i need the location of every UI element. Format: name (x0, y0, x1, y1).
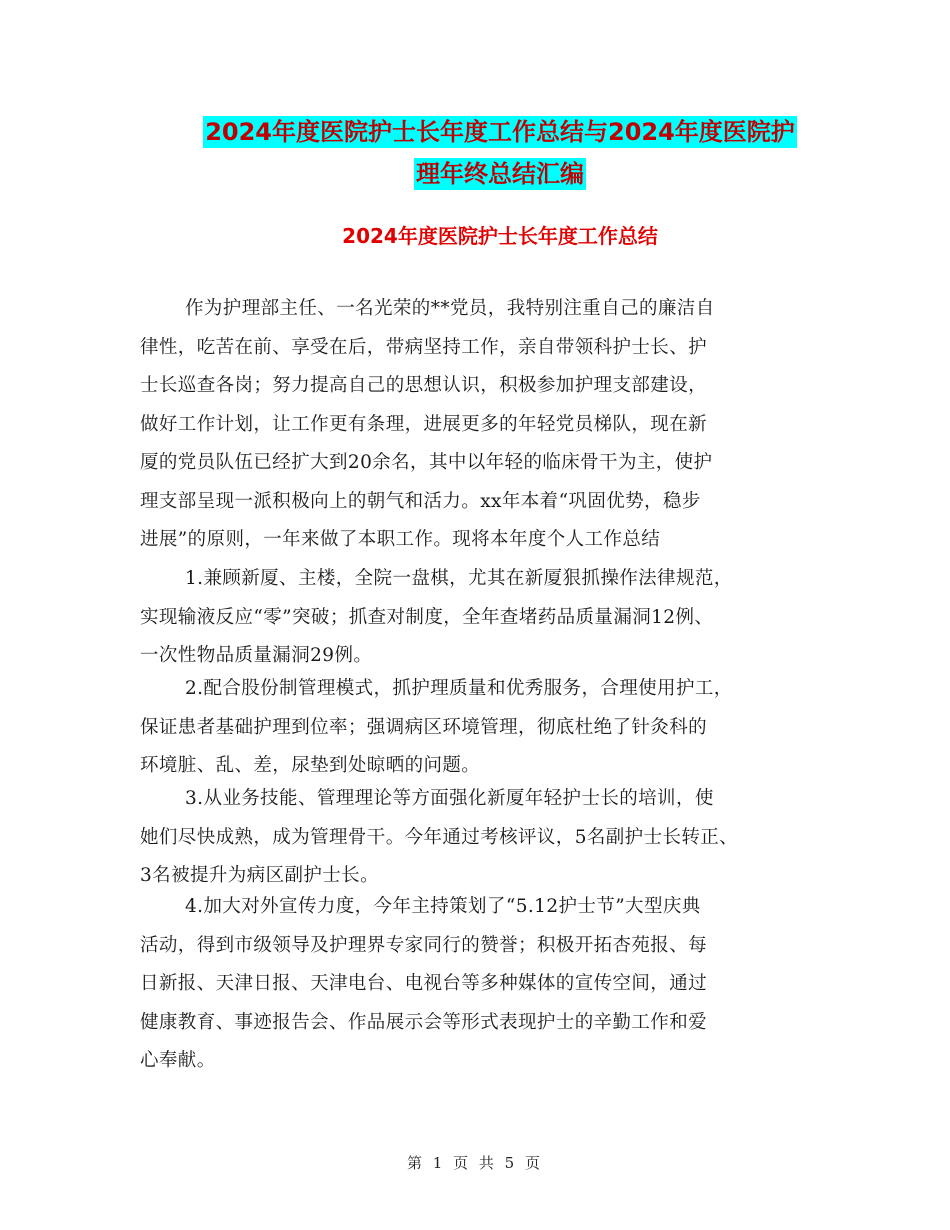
paragraph-item-3 (140, 780, 820, 896)
paragraph-line: 实现输液反应“零”突破；抓查对制度，全年查堵药品质量漏洞12例、 (140, 606, 714, 628)
paragraph-line: 活动，得到市级领导及护理界专家同行的赞誉；积极开拓杏苑报、每 (140, 934, 708, 956)
paragraph-line: 士长巡查各岗；努力提高自己的思想认识，积极参加护理支部建设， (140, 375, 708, 396)
paragraph-line: 厦的党员队伍已经扩大到20余名，其中以年轻的临床骨干为主，使护 (140, 452, 713, 473)
paragraph-line: 3.从业务技能、管理理论等方面强化新厦年轻护士长的培训，使 (185, 788, 714, 809)
paragraph-line: 律性，吃苦在前、享受在后，带病坚持工作，亲自带领科护士长、护 (140, 336, 708, 358)
paragraph-line: 保证患者基础护理到位率；强调病区环境管理，彻底杜绝了针灸科的 (140, 716, 708, 738)
title-highlight: 理年终总结汇编 (416, 160, 584, 188)
paragraph-item-2 (140, 670, 820, 786)
paragraph-line: 她们尽快成熟，成为管理骨干。今年通过考核评议，5名副护士长转正、 (140, 826, 739, 848)
page-footer: 第 1 页 共 5 页 (407, 1154, 543, 1172)
document-title-line-1 (140, 110, 860, 154)
paragraph-line: 环境脏、乱、差，尿垫到处晾晒的问题。 (140, 755, 481, 776)
document-title-line-2 (140, 152, 860, 196)
paragraph-line: 1.兼顾新厦、主楼，全院一盘棋，尤其在新厦狠抓操作法律规范， (185, 568, 733, 589)
paragraph-line: 理支部呈现一派积极向上的朝气和活力。xx年本着“巩固优势，稳步 (140, 490, 701, 512)
paragraph-line: 作为护理部主任、一名光荣的**党员，我特别注重自己的廉洁自 (185, 298, 715, 319)
section-title: 2024年度医院护士长年度工作总结 (342, 224, 658, 248)
paragraph-line: 3名被提升为病区副护士长。 (140, 865, 379, 886)
paragraph-intro (140, 290, 820, 560)
paragraph-line: 日新报、天津日报、天津电台、电视台等多种媒体的宣传空间，通过 (140, 973, 708, 994)
paragraph-line: 心奉献。 (140, 1050, 216, 1071)
paragraph-line: 做好工作计划，让工作更有条理，进展更多的年轻党员梯队，现在新 (140, 413, 708, 435)
paragraph-item-4 (140, 888, 820, 1081)
paragraph-line: 健康教育、事迹报告会、作品展示会等形式表现护士的辛勤工作和爱 (140, 1011, 708, 1033)
paragraph-line: 2.配合股份制管理模式，抓护理质量和优秀服务，合理使用护工， (185, 678, 733, 699)
title-highlight: 2024年度医院护士长年度工作总结与2024年度医院护 (205, 118, 795, 146)
paragraph-line: 4.加大对外宣传力度，今年主持策划了“5.12护士节”大型庆典 (185, 896, 701, 917)
paragraph-line: 一次性物品质量漏洞29例。 (140, 645, 373, 666)
paragraph-item-1 (140, 560, 820, 676)
paragraph-line: 进展”的原则，一年来做了本职工作。现将本年度个人工作总结 (140, 529, 661, 550)
